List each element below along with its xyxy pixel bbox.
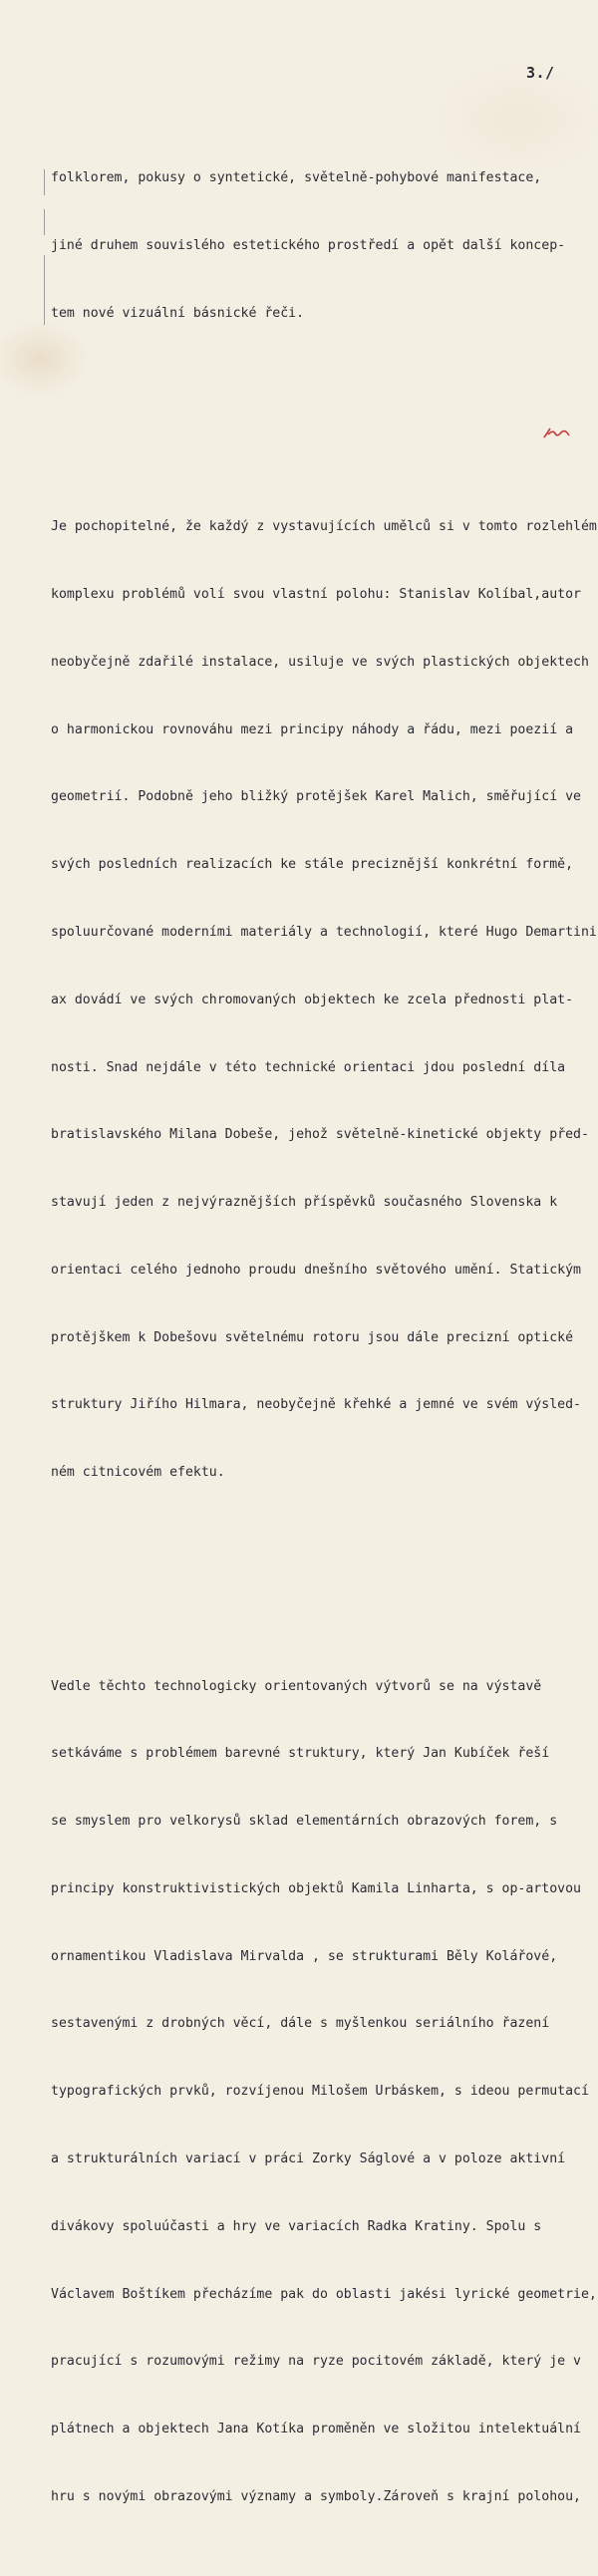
text-line: komplexu problémů volí svou vlastní polohu: Stanislav Kolíbal,autor (51, 587, 581, 603)
text-line: svých posledních realizacích ke stále preciznější konkrétní formě, (51, 857, 574, 873)
text-line: se smyslem pro velkorysů sklad elementárních obrazových forem, s (51, 1814, 558, 1830)
text-line: typografických prvků, rozvíjenou Milošem Urbáskem, s ideou permutací (51, 2084, 589, 2100)
text-line: tem nové vizuální básnické řeči. (51, 305, 305, 321)
paragraph-3 (51, 1630, 597, 2553)
text-line: setkáváme s problémem barevné struktury, který Jan Kubíček řeší (51, 1746, 550, 1762)
text-line: hru s novými obrazovými významy a symboly.Zároveň s krajní polohou, (51, 2488, 581, 2504)
margin-pencil-mark (44, 209, 45, 235)
paragraph-2 (51, 471, 597, 1530)
text-line: Vedle těchto technologicky orientovaných výtvorů se na výstavě (51, 1678, 542, 1694)
text-line: a strukturálních variací v práci Zorky Ságlové a v poloze aktivní (51, 2151, 566, 2167)
text-line: plátnech a objektech Jana Kotíka proměněn ve složitou intelektuální (51, 2422, 581, 2437)
text-line: spoluurčované moderními materiály a technologií, které Hugo Demartini (51, 924, 597, 940)
page-number: 3./ (526, 64, 555, 82)
text-line: principy konstruktivistických objektů Kamila Linharta, s op-artovou (51, 1880, 581, 1896)
typewritten-body (51, 78, 597, 2576)
text-line: protějškem k Dobešovu světelnému rotoru jsou dále precizní optické (51, 1329, 574, 1345)
paragraph-1 (51, 123, 594, 371)
text-line: nosti. Snad nejdále v této technické orientaci jdou poslední díla (51, 1059, 566, 1075)
text-line: Václavem Boštíkem přecházíme pak do oblasti jakési lyrické geometrie, (51, 2286, 597, 2302)
text-line: orientaci celého jednoho proudu dnešního světového umění. Statickým (51, 1262, 581, 1278)
text-line: geometrií. Podobně jeho bližký protějšek Karel Malich, směřující ve (51, 789, 581, 805)
text-line: ném citnicovém efektu. (51, 1465, 225, 1481)
text-line: Je pochopitelné, že každý z vystavujících umělců si v tomto rozlehlém (51, 519, 597, 535)
text-line: neobyčejně zdařilé instalace, usiluje ve svých plastických objektech (51, 654, 589, 670)
text-line: o harmonickou rovnováhu mezi principy náhody a řádu, mezi poezií a (51, 721, 574, 737)
text-line: divákovy spoluúčasti a hry ve variacích Radka Kratiny. Spolu s (51, 2218, 542, 2234)
text-line: stavují jeden z nejvýraznějších příspěvků současného Slovenska k (51, 1195, 558, 1211)
text-line: pracující s rozumovými režimy na ryze pocitovém základě, který je v (51, 2354, 581, 2370)
text-line: ornamentikou Vladislava Mirvalda , se strukturami Běly Kolářové, (51, 1948, 558, 1964)
text-line: sestavenými z drobných věcí, dále s myšlenkou seriálního řazení (51, 2016, 550, 2032)
text-line: struktury Jiřího Hilmara, neobyčejně křehké a jemné ve svém výsled- (51, 1397, 581, 1413)
text-line: jiné druhem souvislého estetického prostředí a opět další koncep- (51, 238, 566, 254)
text-line: ax dovádí ve svých chromovaných objektech ke zcela přednosti plat- (51, 992, 574, 1007)
margin-pencil-mark (44, 169, 45, 195)
text-line: bratislavského Milana Dobeše, jehož světelně-kinetické objekty před- (51, 1127, 589, 1143)
text-line: folklorem, pokusy o syntetické, světelně-pohybové manifestace, (51, 170, 542, 186)
margin-pencil-mark (44, 255, 45, 325)
